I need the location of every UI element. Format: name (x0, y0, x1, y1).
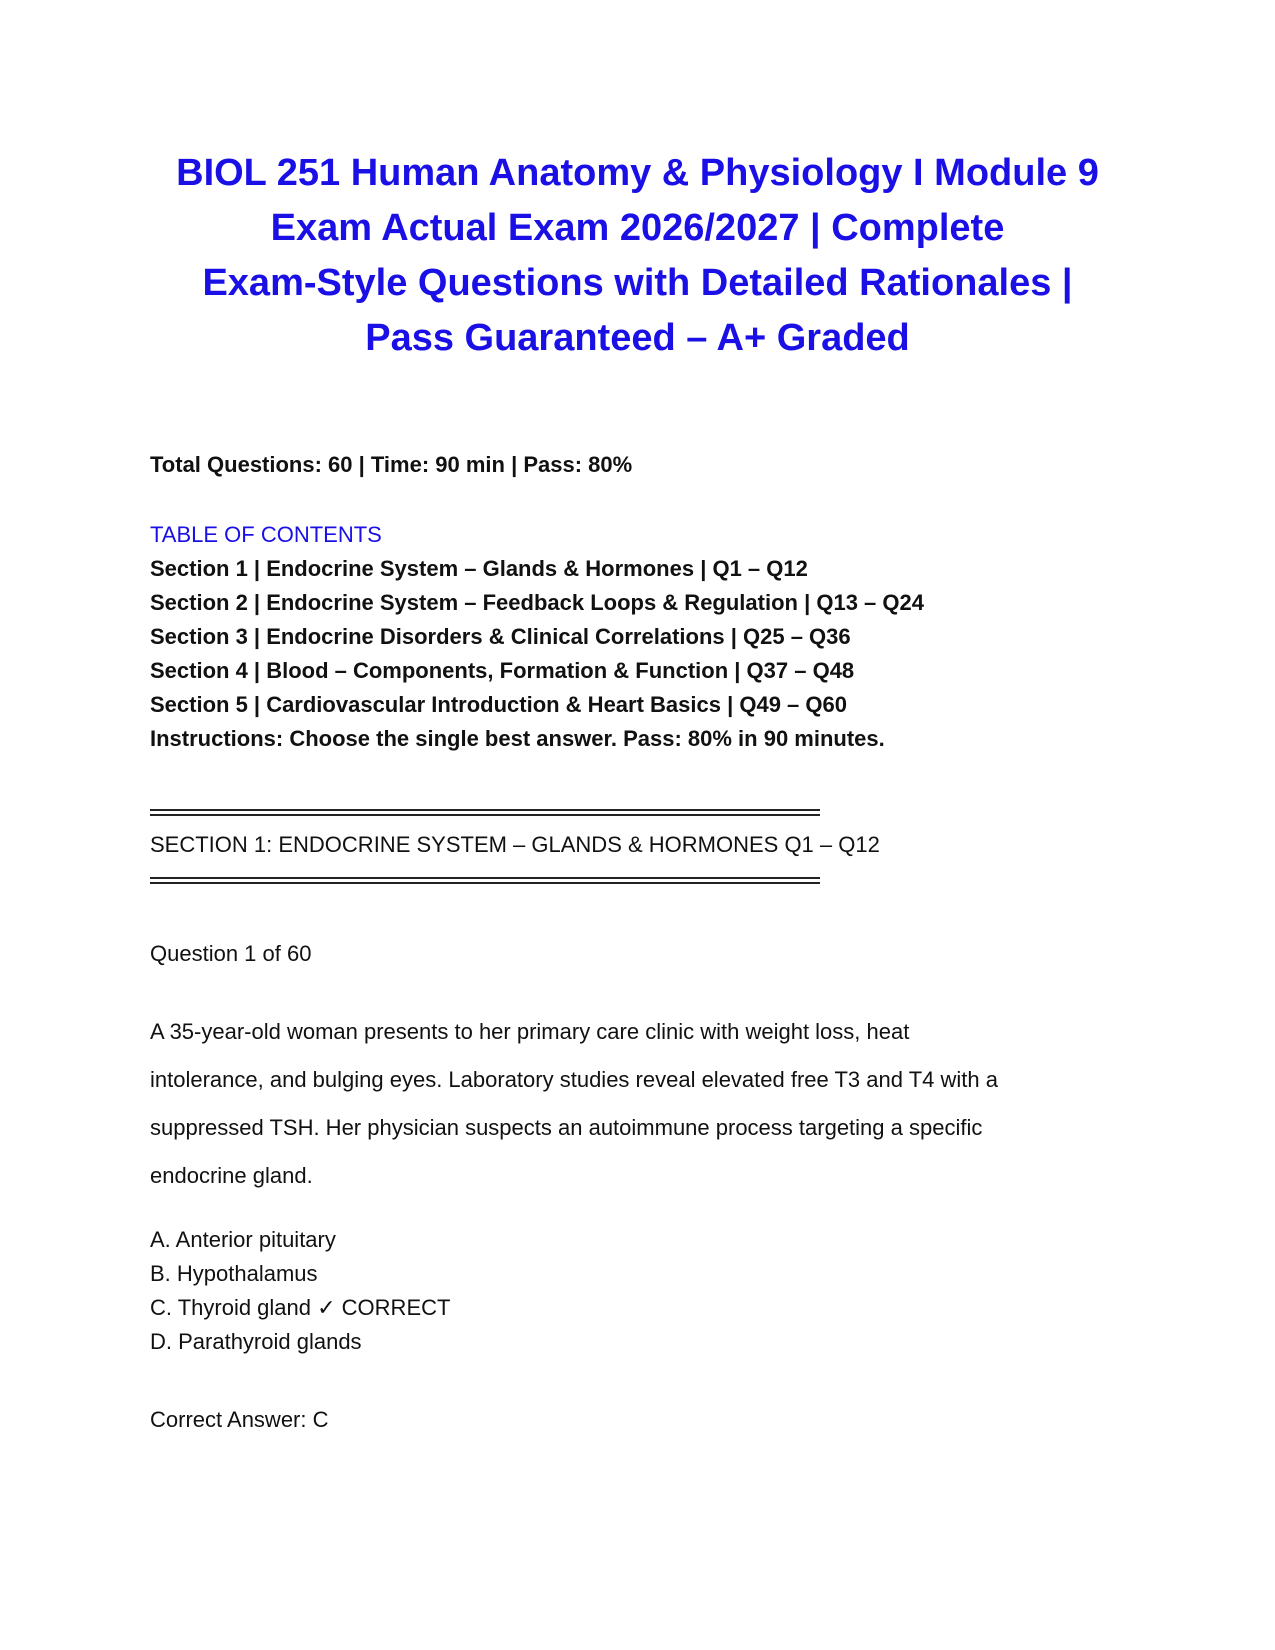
section-heading: SECTION 1: ENDOCRINE SYSTEM – GLANDS & HORMONES Q1 – Q12 (150, 832, 880, 857)
toc-item: Section 1 | Endocrine System – Glands & Hormones | Q1 – Q12 (150, 556, 808, 581)
toc-item: Section 5 | Cardiovascular Introduction & Heart Basics | Q49 – Q60 (150, 692, 847, 717)
answer-option-b: B. Hypothalamus (150, 1261, 318, 1286)
question-number: Question 1 of 60 (150, 941, 312, 966)
title-line: Pass Guaranteed – A+ Graded (365, 317, 910, 359)
title-line: Exam Actual Exam 2026/2027 | Complete (270, 207, 1005, 249)
stem-line: suppressed TSH. Her physician suspects an autoimmune process targeting a specific (150, 1115, 983, 1140)
toc-list (150, 552, 924, 722)
correct-answer: Correct Answer: C (150, 1407, 329, 1432)
answer-option-d: D. Parathyroid glands (150, 1329, 362, 1354)
title-line: Exam-Style Questions with Detailed Rationales | (202, 262, 1073, 304)
toc-heading: TABLE OF CONTENTS (150, 522, 382, 547)
toc-item: Section 4 | Blood – Components, Formation & Function | Q37 – Q48 (150, 658, 855, 683)
stem-line: intolerance, and bulging eyes. Laboratory studies reveal elevated free T3 and T4 with a (150, 1067, 998, 1092)
answer-option-c: C. Thyroid gland ✓ CORRECT (150, 1295, 451, 1320)
exam-meta: Total Questions: 60 | Time: 90 min | Pass: 80% (150, 452, 633, 477)
instructions: Instructions: Choose the single best answer. Pass: 80% in 90 minutes. (150, 726, 885, 751)
toc-item: Section 2 | Endocrine System – Feedback Loops & Regulation | Q13 – Q24 (150, 590, 924, 615)
title-line: BIOL 251 Human Anatomy & Physiology I Module 9 (176, 152, 1099, 194)
stem-line: A 35-year-old woman presents to her primary care clinic with weight loss, heat (150, 1019, 910, 1044)
answer-option-a: A. Anterior pituitary (150, 1227, 336, 1252)
double-rule-divider (150, 809, 820, 816)
question-stem (150, 1008, 1125, 1200)
toc-item: Section 3 | Endocrine Disorders & Clinical Correlations | Q25 – Q36 (150, 624, 851, 649)
answer-options (150, 1223, 450, 1359)
stem-line: endocrine gland. (150, 1163, 313, 1188)
table-of-contents (150, 518, 924, 756)
double-rule-divider (150, 877, 820, 884)
document-title (150, 146, 1125, 366)
